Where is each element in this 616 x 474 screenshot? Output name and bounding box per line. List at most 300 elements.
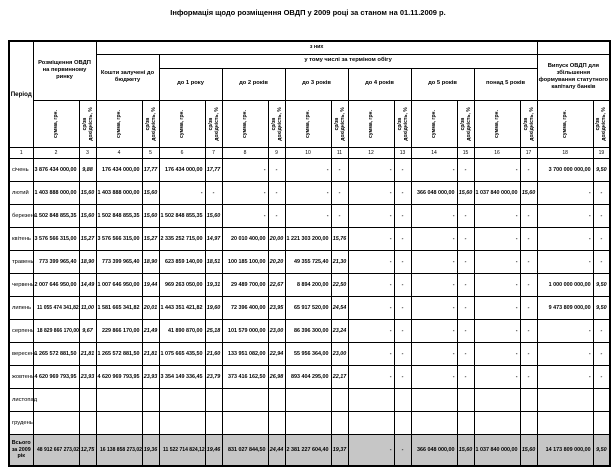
subheader-yield: ср/зв дохідність, %: [79, 100, 96, 147]
cell-sum: -: [411, 342, 457, 365]
header-period: Період: [9, 41, 33, 147]
cell-avg-yield: -: [593, 204, 610, 227]
cell-sum: -: [537, 342, 593, 365]
cell-avg-yield: -: [331, 158, 348, 181]
header-term-2: до 2 років: [222, 68, 285, 100]
cell-sum: -: [348, 365, 394, 388]
cell-avg-yield: -: [457, 319, 474, 342]
subheader-sum: сумма, грн.: [96, 100, 142, 147]
cell-avg-yield: 15,60: [79, 204, 96, 227]
cell-sum: [285, 411, 331, 434]
column-number: 12: [348, 147, 394, 158]
cell-sum: -: [285, 204, 331, 227]
cell-avg-yield: 22,17: [331, 365, 348, 388]
cell-avg-yield: -: [205, 181, 222, 204]
cell-sum: [474, 411, 520, 434]
cell-sum: 969 263 050,00: [159, 273, 205, 296]
cell-avg-yield: 19,60: [205, 296, 222, 319]
cell-avg-yield: 19,36: [142, 434, 159, 466]
cell-sum: 176 434 000,00: [96, 158, 142, 181]
row-period-label: грудень: [9, 411, 33, 434]
table-row: [9, 296, 610, 319]
cell-sum: -: [537, 227, 593, 250]
report-title: Інформація щодо розміщення ОВДП у 2009 році за станом на 01.11.2009 р.: [170, 8, 446, 17]
column-number: 10: [285, 147, 331, 158]
subheader-sum: сумма, грн.: [33, 100, 79, 147]
header-budget-funds: Кошти залучені до бюджету: [96, 54, 159, 100]
cell-sum: 176 434 000,00: [159, 158, 205, 181]
cell-avg-yield: 15,60: [79, 181, 96, 204]
cell-avg-yield: -: [520, 158, 537, 181]
cell-avg-yield: 9,50: [593, 273, 610, 296]
header-term-3: до 3 років: [285, 68, 348, 100]
cell-sum: 1 502 848 855,35: [96, 204, 142, 227]
total-row: [9, 434, 610, 466]
cell-avg-yield: 18,90: [79, 250, 96, 273]
cell-avg-yield: 24,44: [268, 434, 285, 466]
cell-sum: -: [411, 227, 457, 250]
table-row: [9, 319, 610, 342]
cell-avg-yield: -: [394, 342, 411, 365]
cell-avg-yield: 23,00: [268, 319, 285, 342]
cell-avg-yield: [142, 388, 159, 411]
subheader-sum: сумма, грн.: [222, 100, 268, 147]
cell-avg-yield: -: [457, 250, 474, 273]
table-row: [9, 250, 610, 273]
cell-sum: 893 404 295,00: [285, 365, 331, 388]
row-period-label: Всього за 2009 рік: [9, 434, 33, 466]
cell-avg-yield: -: [331, 204, 348, 227]
cell-sum: 86 396 300,00: [285, 319, 331, 342]
cell-sum: -: [474, 273, 520, 296]
cell-avg-yield: -: [394, 158, 411, 181]
cell-avg-yield: [205, 411, 222, 434]
table-body: [9, 158, 610, 466]
cell-avg-yield: [593, 388, 610, 411]
row-period-label: жовтень: [9, 365, 33, 388]
cell-sum: 18 829 866 170,00: [33, 319, 79, 342]
cell-avg-yield: 20,20: [268, 250, 285, 273]
column-number: 17: [520, 147, 537, 158]
cell-avg-yield: -: [268, 158, 285, 181]
cell-sum: -: [537, 181, 593, 204]
header-primary-market: Розміщення ОВДП на первинному ринку: [33, 41, 96, 100]
cell-sum: -: [537, 319, 593, 342]
cell-avg-yield: [593, 411, 610, 434]
cell-sum: -: [411, 296, 457, 319]
cell-sum: 623 859 140,00: [159, 250, 205, 273]
cell-sum: 1 403 888 000,00: [96, 181, 142, 204]
cell-sum: 101 579 000,00: [222, 319, 268, 342]
cell-avg-yield: 14,49: [79, 273, 96, 296]
cell-sum: 48 912 667 273,02: [33, 434, 79, 466]
cell-avg-yield: -: [457, 204, 474, 227]
cell-avg-yield: -: [331, 181, 348, 204]
cell-sum: [537, 388, 593, 411]
cell-sum: 8 894 200,00: [285, 273, 331, 296]
cell-avg-yield: 23,79: [205, 365, 222, 388]
cell-avg-yield: -: [394, 365, 411, 388]
cell-avg-yield: 23,00: [331, 342, 348, 365]
column-number: 1: [9, 147, 33, 158]
cell-avg-yield: -: [457, 365, 474, 388]
cell-avg-yield: -: [394, 204, 411, 227]
cell-sum: 14 173 809 000,00: [537, 434, 593, 466]
cell-sum: -: [285, 158, 331, 181]
row-period-label: квітень: [9, 227, 33, 250]
cell-sum: -: [474, 158, 520, 181]
cell-sum: 41 890 870,00: [159, 319, 205, 342]
row-period-label: січень: [9, 158, 33, 181]
row-period-label: червень: [9, 273, 33, 296]
cell-sum: -: [474, 227, 520, 250]
column-number: 9: [268, 147, 285, 158]
cell-sum: 65 917 520,00: [285, 296, 331, 319]
header-term-6: понад 5 років: [474, 68, 537, 100]
cell-avg-yield: [394, 388, 411, 411]
cell-avg-yield: -: [457, 296, 474, 319]
cell-avg-yield: -: [394, 250, 411, 273]
cell-sum: -: [348, 204, 394, 227]
header-empty-cell: [537, 41, 610, 54]
cell-sum: -: [537, 204, 593, 227]
cell-sum: -: [348, 181, 394, 204]
cell-avg-yield: 15,27: [142, 227, 159, 250]
cell-sum: 2 335 252 715,00: [159, 227, 205, 250]
cell-sum: [33, 388, 79, 411]
cell-sum: [411, 411, 457, 434]
cell-avg-yield: -: [394, 296, 411, 319]
cell-avg-yield: -: [520, 204, 537, 227]
cell-sum: 229 866 170,00: [96, 319, 142, 342]
cell-sum: -: [411, 250, 457, 273]
cell-avg-yield: -: [394, 181, 411, 204]
subheader-sum: сумма, грн.: [537, 100, 593, 147]
column-number: 14: [411, 147, 457, 158]
cell-sum: [348, 388, 394, 411]
table-row: [9, 181, 610, 204]
column-number: 6: [159, 147, 205, 158]
cell-sum: 3 700 000 000,00: [537, 158, 593, 181]
cell-avg-yield: 9,67: [79, 319, 96, 342]
header-capital-issue: Випуск ОВДП для збільшення формування статутного капіталу банків: [537, 54, 610, 100]
cell-sum: -: [348, 227, 394, 250]
cell-avg-yield: [331, 388, 348, 411]
cell-avg-yield: -: [593, 181, 610, 204]
cell-sum: 2 381 227 604,40: [285, 434, 331, 466]
cell-avg-yield: -: [520, 273, 537, 296]
cell-sum: -: [411, 365, 457, 388]
cell-avg-yield: -: [394, 227, 411, 250]
cell-avg-yield: [457, 388, 474, 411]
cell-avg-yield: -: [268, 181, 285, 204]
cell-avg-yield: 15,76: [331, 227, 348, 250]
column-number: 13: [394, 147, 411, 158]
subheader-sum: сумма, грн.: [348, 100, 394, 147]
cell-sum: 1 075 665 435,50: [159, 342, 205, 365]
cell-sum: 1 265 572 881,50: [33, 342, 79, 365]
table-header: [9, 41, 610, 158]
cell-sum: 1 037 840 000,00: [474, 434, 520, 466]
cell-avg-yield: 15,27: [79, 227, 96, 250]
cell-sum: 1 502 848 855,35: [159, 204, 205, 227]
cell-avg-yield: 18,90: [142, 250, 159, 273]
header-term-1: до 1 року: [159, 68, 222, 100]
subheader-yield: ср/зв дохідність, %: [394, 100, 411, 147]
cell-sum: -: [411, 273, 457, 296]
cell-avg-yield: [268, 388, 285, 411]
cell-sum: 11 055 474 341,82: [33, 296, 79, 319]
cell-avg-yield: 15,60: [142, 181, 159, 204]
row-period-label: травень: [9, 250, 33, 273]
cell-sum: 1 000 000 000,00: [537, 273, 593, 296]
cell-avg-yield: [79, 411, 96, 434]
row-period-label: вересень: [9, 342, 33, 365]
cell-avg-yield: 15,60: [520, 434, 537, 466]
cell-avg-yield: 15,60: [205, 204, 222, 227]
cell-sum: [96, 388, 142, 411]
cell-avg-yield: 15,60: [142, 204, 159, 227]
cell-sum: 72 396 400,00: [222, 296, 268, 319]
cell-avg-yield: 21,49: [142, 319, 159, 342]
cell-avg-yield: -: [593, 319, 610, 342]
subheader-sum: сумма, грн.: [411, 100, 457, 147]
cell-sum: -: [411, 158, 457, 181]
cell-avg-yield: -: [520, 227, 537, 250]
column-number: 3: [79, 147, 96, 158]
cell-avg-yield: [331, 411, 348, 434]
cell-sum: -: [474, 342, 520, 365]
cell-avg-yield: 20,00: [268, 227, 285, 250]
cell-sum: 1 581 665 341,82: [96, 296, 142, 319]
cell-sum: -: [222, 158, 268, 181]
cell-avg-yield: 21,30: [331, 250, 348, 273]
row-period-label: березень: [9, 204, 33, 227]
cell-avg-yield: 17,77: [142, 158, 159, 181]
cell-sum: 11 522 714 824,12: [159, 434, 205, 466]
cell-sum: -: [474, 319, 520, 342]
cell-avg-yield: 21,60: [205, 342, 222, 365]
cell-avg-yield: 15,60: [457, 181, 474, 204]
cell-sum: [537, 411, 593, 434]
cell-sum: -: [474, 204, 520, 227]
cell-sum: -: [222, 204, 268, 227]
cell-avg-yield: -: [394, 434, 411, 466]
cell-avg-yield: [142, 411, 159, 434]
table-row: [9, 411, 610, 434]
cell-avg-yield: 22,50: [331, 273, 348, 296]
cell-avg-yield: 9,50: [593, 296, 610, 319]
cell-avg-yield: -: [593, 227, 610, 250]
cell-avg-yield: 24,54: [331, 296, 348, 319]
cell-sum: 3 354 149 336,45: [159, 365, 205, 388]
cell-sum: 2 007 646 950,00: [33, 273, 79, 296]
cell-avg-yield: [79, 388, 96, 411]
cell-avg-yield: 15,60: [457, 434, 474, 466]
cell-sum: 1 403 888 000,00: [33, 181, 79, 204]
cell-sum: 773 399 965,40: [33, 250, 79, 273]
row-period-label: серпень: [9, 319, 33, 342]
table-row: [9, 158, 610, 181]
subheader-yield: ср/зв дохідність, %: [331, 100, 348, 147]
cell-avg-yield: [394, 411, 411, 434]
cell-avg-yield: -: [593, 250, 610, 273]
cell-sum: 4 620 969 793,95: [96, 365, 142, 388]
cell-avg-yield: 9,88: [79, 158, 96, 181]
column-number: 8: [222, 147, 268, 158]
cell-sum: [474, 388, 520, 411]
cell-sum: 55 956 364,00: [285, 342, 331, 365]
header-by-term: у тому числі за терміном обігу: [159, 54, 537, 68]
cell-avg-yield: -: [520, 296, 537, 319]
cell-sum: 29 489 700,00: [222, 273, 268, 296]
cell-sum: -: [348, 250, 394, 273]
cell-avg-yield: 20,01: [142, 296, 159, 319]
cell-sum: -: [222, 181, 268, 204]
cell-avg-yield: 17,77: [205, 158, 222, 181]
row-period-label: липень: [9, 296, 33, 319]
cell-avg-yield: 21,81: [142, 342, 159, 365]
cell-avg-yield: 9,50: [593, 158, 610, 181]
cell-sum: 1 037 840 000,00: [474, 181, 520, 204]
cell-sum: 1 007 646 950,00: [96, 273, 142, 296]
subheader-yield: ср/зв дохідність, %: [205, 100, 222, 147]
cell-avg-yield: [520, 411, 537, 434]
cell-sum: 4 620 969 793,95: [33, 365, 79, 388]
table-row: [9, 227, 610, 250]
cell-avg-yield: -: [268, 204, 285, 227]
cell-avg-yield: -: [457, 227, 474, 250]
cell-sum: -: [474, 296, 520, 319]
cell-sum: -: [285, 181, 331, 204]
cell-sum: -: [348, 296, 394, 319]
cell-avg-yield: -: [394, 273, 411, 296]
subheader-sum: сумма, грн.: [474, 100, 520, 147]
subheader-yield: ср/зв дохідність, %: [457, 100, 474, 147]
cell-sum: -: [537, 365, 593, 388]
cell-avg-yield: 19,44: [142, 273, 159, 296]
cell-sum: 366 048 000,00: [411, 181, 457, 204]
cell-avg-yield: [205, 388, 222, 411]
cell-avg-yield: 23,93: [142, 365, 159, 388]
cell-sum: 1 502 848 855,35: [33, 204, 79, 227]
subheader-yield: ср/зв дохідність, %: [268, 100, 285, 147]
cell-sum: 133 951 082,00: [222, 342, 268, 365]
column-number: 18: [537, 147, 593, 158]
cell-sum: 100 185 100,00: [222, 250, 268, 273]
cell-sum: [348, 411, 394, 434]
table-row: [9, 204, 610, 227]
cell-sum: 16 138 858 273,02: [96, 434, 142, 466]
cell-sum: [411, 388, 457, 411]
subheader-yield: ср/зв дохідність, %: [142, 100, 159, 147]
column-number: 15: [457, 147, 474, 158]
cell-avg-yield: -: [457, 158, 474, 181]
subheader-yield: ср/зв дохідність, %: [593, 100, 610, 147]
cell-avg-yield: 26,98: [268, 365, 285, 388]
cell-avg-yield: 21,81: [79, 342, 96, 365]
cell-avg-yield: 15,60: [520, 181, 537, 204]
cell-sum: 831 027 844,50: [222, 434, 268, 466]
column-number: 16: [474, 147, 520, 158]
cell-avg-yield: 19,37: [331, 434, 348, 466]
cell-sum: [222, 388, 268, 411]
cell-avg-yield: -: [394, 319, 411, 342]
cell-avg-yield: 9,50: [593, 434, 610, 466]
header-term-5: до 5 років: [411, 68, 474, 100]
row-period-label: лютий: [9, 181, 33, 204]
cell-sum: 366 048 000,00: [411, 434, 457, 466]
cell-sum: 1 443 351 421,82: [159, 296, 205, 319]
cell-sum: [159, 388, 205, 411]
column-number: 11: [331, 147, 348, 158]
column-number: 7: [205, 147, 222, 158]
cell-sum: 9 473 809 000,00: [537, 296, 593, 319]
cell-avg-yield: [457, 411, 474, 434]
cell-sum: 49 355 725,40: [285, 250, 331, 273]
cell-avg-yield: 23,95: [268, 296, 285, 319]
subheader-sum: сумма, грн.: [285, 100, 331, 147]
ovdp-placement-table: [8, 40, 611, 467]
table-row: [9, 365, 610, 388]
cell-avg-yield: -: [520, 365, 537, 388]
header-of-them: з них: [96, 41, 537, 54]
cell-avg-yield: 23,93: [79, 365, 96, 388]
cell-sum: -: [474, 365, 520, 388]
cell-avg-yield: 22,94: [268, 342, 285, 365]
cell-sum: -: [159, 181, 205, 204]
table-row: [9, 273, 610, 296]
cell-avg-yield: 25,18: [205, 319, 222, 342]
header-term-4: до 4 років: [348, 68, 411, 100]
cell-avg-yield: 23,24: [331, 319, 348, 342]
cell-sum: [285, 388, 331, 411]
cell-avg-yield: [268, 411, 285, 434]
cell-avg-yield: 11,00: [79, 296, 96, 319]
table-row: [9, 388, 610, 411]
cell-sum: [33, 411, 79, 434]
cell-sum: -: [348, 434, 394, 466]
cell-sum: -: [537, 250, 593, 273]
cell-sum: -: [348, 158, 394, 181]
cell-avg-yield: 12,75: [79, 434, 96, 466]
cell-sum: 3 576 566 315,00: [96, 227, 142, 250]
cell-sum: -: [474, 250, 520, 273]
cell-avg-yield: -: [520, 319, 537, 342]
column-number: 2: [33, 147, 79, 158]
subheader-yield: ср/зв дохідність, %: [520, 100, 537, 147]
cell-avg-yield: -: [520, 250, 537, 273]
cell-avg-yield: 18,51: [205, 250, 222, 273]
cell-sum: 373 416 162,50: [222, 365, 268, 388]
cell-sum: 773 399 965,40: [96, 250, 142, 273]
cell-avg-yield: 19,31: [205, 273, 222, 296]
cell-avg-yield: 14,97: [205, 227, 222, 250]
cell-avg-yield: 22,67: [268, 273, 285, 296]
cell-avg-yield: -: [457, 342, 474, 365]
table-row: [9, 342, 610, 365]
cell-sum: -: [348, 342, 394, 365]
cell-sum: 20 010 400,00: [222, 227, 268, 250]
cell-avg-yield: -: [457, 273, 474, 296]
column-number: 5: [142, 147, 159, 158]
cell-sum: 1 221 303 200,00: [285, 227, 331, 250]
cell-sum: -: [348, 273, 394, 296]
cell-sum: 1 265 572 881,50: [96, 342, 142, 365]
cell-sum: -: [411, 204, 457, 227]
cell-avg-yield: -: [593, 342, 610, 365]
cell-avg-yield: [520, 388, 537, 411]
